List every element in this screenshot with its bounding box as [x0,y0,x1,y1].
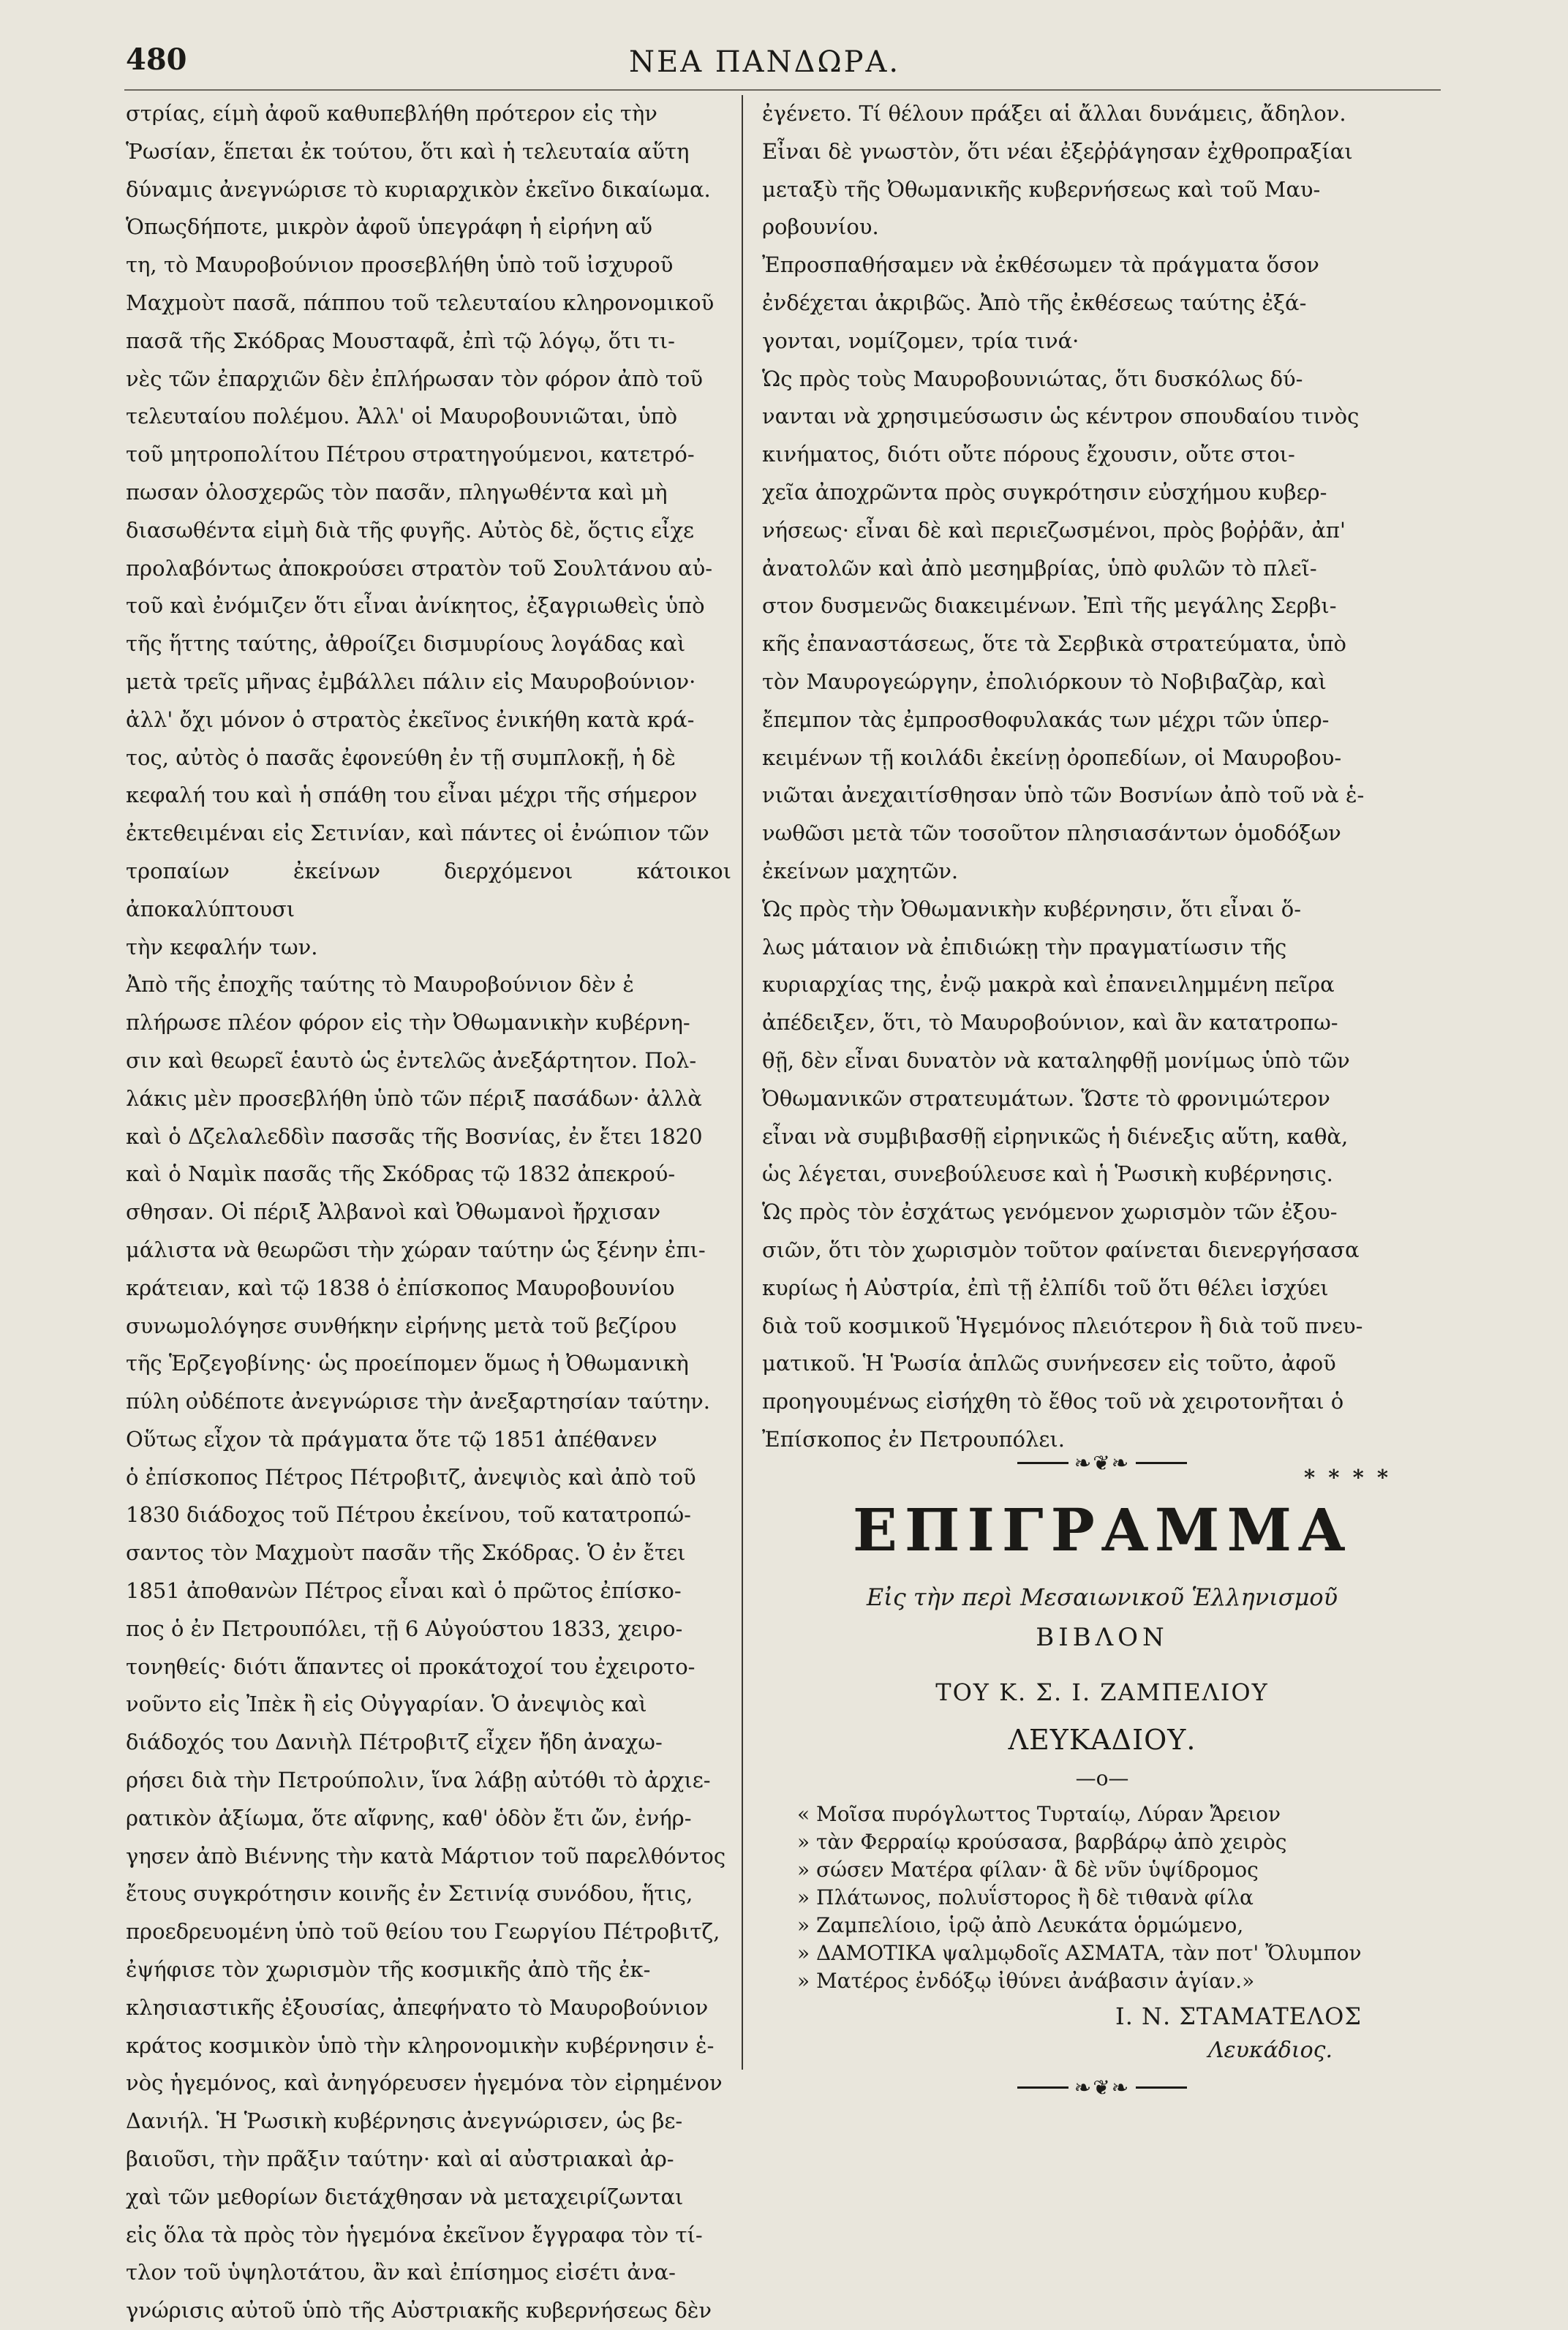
column-divider [742,95,743,2070]
fleuron-ornament: ❧❦❧ [1074,1450,1131,1475]
paragraph: Ὡς πρὸς τὸν ἐσχάτως γενόμενον χωρισμὸν τῶν ἐξου- σιῶν, ὅτι τὸν χωρισμὸν τοῦτον φαίνεται διενεργήσασα κυρίως ἡ Αὐστρία, ἐπὶ τῇ ἐλπίδι τοῦ ὅτι θέλει ἰσχύει διὰ τοῦ κοσμικοῦ Ἡγεμόνος πλειότερον ἢ διὰ τοῦ πνευ- ματικοῦ. Ἡ Ῥωσία ἁπλῶς συνήνεσεν εἰς τοῦτο, ἀφοῦ προηγουμένως εἰσήχθη τὸ ἔθος τοῦ νὰ χειροτονῆται ὁ Ἐπίσκοπος ἐν Πετρουπόλει. [762,1199,1363,1452]
section-stars: * * * * [1304,1464,1391,1490]
header-rule [124,89,1441,91]
epigram-title: ΕΠΙΓΡΑΜΜΑ [852,1496,1352,1564]
ornament-divider [762,2076,1442,2098]
paragraph: Ἐπροσπαθήσαμεν νὰ ἐκθέσωμεν τὰ πράγματα ὅσον ἐνδέχεται ἀκριβῶς. Ἀπὸ τῆς ἐκθέσεως ταύτης ἐξά- γονται, νομίζομεν, τρία τινά· [762,252,1319,353]
verse-line: » Πλάτωνος, πολυΐστορος ἢ δὲ τιθανὰ φίλα [797,1885,1254,1909]
verse-line: » Ζαμπελίοιο, ἱρῷ ἀπὸ Λευκάτα ὁρμώμενο, [797,1913,1244,1937]
ornament-line [1017,1462,1068,1464]
small-separator: —o— [1075,1766,1129,1790]
running-title: ΝΕΑ ΠΑΝΔΩΡΑ. [629,45,901,79]
ornament-line [1017,2086,1068,2089]
epigram-signature: Ι. Ν. ΣΤΑΜΑΤΕΛΟΣ [1115,2002,1362,2030]
paragraph: ἐγένετο. Τί θέλουν πράξει αἱ ἄλλαι δυνάμεις, ἄδηλον. Εἶναι δὲ γνωστὸν, ὅτι νέαι ἐξεῤῥάγησαν ἐχθροπραξίαι μεταξὺ τῆς Ὀθωμανικῆς κυβερνήσεως καὶ τοῦ Μαυ- ροβουνίου. [762,101,1353,240]
right-column [762,95,1442,1496]
epigram-subtitle: Εἰς τὴν περὶ Μεσαιωνικοῦ Ἑλληνισμοῦ [866,1583,1338,1611]
verse-line: » τὰν Φερραίῳ κρούσασα, βαρβάρῳ ἀπὸ χειρὸς [797,1830,1287,1854]
verse-line: « Μοῖσα πυρόγλωττος Τυρταίῳ, Λύραν Ἄρειον [797,1802,1281,1826]
page-header [0,42,1568,86]
epigram-verses [762,1801,1442,1995]
paragraph: Ὡς πρὸς τὴν Ὀθωμανικὴν κυβέρνησιν, ὅτι εἶναι ὅ- λως μάταιον νὰ ἐπιδιώκῃ τὴν πραγματίωσιν τῆς κυριαρχίας της, ἐνῷ μακρὰ καὶ ἐπανειλημμένη πεῖρα ἀπέδειξεν, ὅτι, τὸ Μαυροβούνιον, καὶ ἂν κατατροπω- θῇ, δὲν εἶναι δυνατὸν νὰ καταληφθῇ μονίμως ὑπὸ τῶν Ὀθωμανικῶν στρατευμάτων. Ὥστε τὸ φρονιμώτερον εἶναι νὰ συμβιβασθῇ εἰρηνικῶς ἡ διένεξις αὕτη, καθὰ, ὡς λέγεται, συνεβούλευσε καὶ ἡ Ῥωσικὴ κυβέρνησις. [762,896,1350,1187]
fleuron-ornament: ❧❦❧ [1074,2075,1131,2100]
paragraph: Ἀπὸ τῆς ἐποχῆς ταύτης τὸ Μαυροβούνιον δὲν ἐ πλήρωσε πλέον φόρον εἰς τὴν Ὀθωμανικὴν κυβέρνη- σιν καὶ θεωρεῖ ἑαυτὸ ὡς ἐντελῶς ἀνεξάρτητον. Πολ- λάκις μὲν προσεβλήθη ὑπὸ τῶν πέριξ πασάδων· ἀλλὰ καὶ ὁ Δζελαλεδδὶν πασσᾶς τῆς Βοσνίας, ἐν ἔτει 1820 καὶ ὁ Ναμὶκ πασᾶς τῆς Σκόδρας τῷ 1832 ἀπεκρού- σθησαν. Οἱ πέριξ Ἀλβανοὶ καὶ Ὀθωμανοὶ ἤρχισαν μάλιστα νὰ θεωρῶσι τὴν χώραν ταύτην ὡς ξένην ἐπι- κράτειαν, καὶ τῷ 1838 ὁ ἐπίσκοπος Μαυροβουνίου συνωμολόγησε συνθήκην εἰρήνης μετὰ τοῦ βεζίρου τῆς Ἑρζεγοβίνης· ὡς προείπομεν ὅμως ἡ Ὀθωμανικὴ πύλη οὐδέποτε ἀνεγνώρισε τὴν ἀνεξαρτησίαν ταύτην. [126,972,710,1414]
verse-line: » σώσεν Ματέρα φίλαν· ἃ δὲ νῦν ὑψίδρομος [797,1858,1259,1882]
ornament-divider [762,1452,1442,1474]
ornament-line [1136,2086,1187,2089]
paragraph: Ὁπωςδήποτε, μικρὸν ἀφοῦ ὑπεγράφη ἡ εἰρήνη αὕ τη, τὸ Μαυροβούνιον προσεβλήθη ὑπὸ τοῦ ἰσχυροῦ Μαχμοὺτ πασᾶ, πάππου τοῦ τελευταίου κληρονομικοῦ πασᾶ τῆς Σκόδρας Μουσταφᾶ, ἐπὶ τῷ λόγῳ, ὅτι τι- νὲς τῶν ἐπαρχιῶν δὲν ἐπλήρωσαν τὸν φόρον ἀπὸ τοῦ τελευταίου πολέμου. Ἀλλ' οἱ Μαυροβουνιῶται, ὑπὸ τοῦ μητροπολίτου Πέτρου στρατηγούμενοι, κατετρό- πωσαν ὁλοσχερῶς τὸν πασᾶν, πληγωθέντα καὶ μὴ διασωθέντα εἰμὴ διὰ τῆς φυγῆς. Αὐτὸς δὲ, ὅςτις εἶχε προλαβόντως ἀποκρούσει στρατὸν τοῦ Σουλτάνου αὐ- τοῦ καὶ ἐνόμιζεν ὅτι εἶναι ἀνίκητος, ἐξαγριωθεὶς ὑπὸ τῆς ἥττης ταύτης, ἀθροίζει δισμυρίους λογάδας καὶ μετὰ τρεῖς μῆνας ἐμβάλλει πάλιν εἰς Μαυροβούνιον· ἀλλ' ὄχι μόνον ὁ στρατὸς ἐκεῖνος ἐνικήθη κατὰ κρά- τος, αὐτὸς ὁ πασᾶς ἐφονεύθη ἐν τῇ συμπλοκῇ, ἡ δὲ κεφαλή του καὶ ἡ σπάθη του εἶναι μέχρι τῆς σήμερον ἐκτεθειμέναι εἰς Σετινίαν, καὶ πάντες οἱ ἐνώπιον τῶν τροπαίων ἐκείνων διερχόμενοι κάτοικοι ἀποκαλύπτουσι τὴν κεφαλήν των. [126,214,731,959]
paragraph: Ὡς πρὸς τοὺς Μαυροβουνιώτας, ὅτι δυσκόλως δύ- νανται νὰ χρησιμεύσωσιν ὡς κέντρον σπουδαίου τινὸς κινήματος, διότι οὔτε πόρους ἔχουσιν, οὔτε στοι- χεῖα ἀποχρῶντα πρὸς συγκρότησιν εὐσχήμου κυβερ- νήσεως· εἶναι δὲ καὶ περιεζωσμένοι, πρὸς βοῤῥᾶν, ἀπ' ἀνατολῶν καὶ ἀπὸ μεσημβρίας, ὑπὸ φυλῶν τὸ πλεῖ- στον δυσμενῶς διακειμένων. Ἐπὶ τῆς μεγάλης Σερβι- κῆς ἐπαναστάσεως, ὅτε τὰ Σερβικὰ στρατεύματα, ὑπὸ τὸν Μαυρογεώργην, ἐπολιόρκουν τὸ Νοβιβαζὰρ, καὶ ἔπεμπον τὰς ἐμπροσθοφυλακάς των μέχρι τῶν ὑπερ- κειμένων τῇ κοιλάδι ἐκείνῃ ὀροπεδίων, οἱ Μαυροβου- νιῶται ἀνεχαιτίσθησαν ὑπὸ τῶν Βοσνίων ἀπὸ τοῦ νὰ ἑ- νωθῶσι μετὰ τῶν τοσοῦτον πλησιασάντων ὁμοδόξων ἐκείνων μαχητῶν. [762,366,1365,883]
epigram-section [762,1452,1442,2098]
paragraph: στρίας, είμὴ ἀφοῦ καθυπεβλήθη πρότερον εἰς τὴν Ῥωσίαν, ἕπεται ἐκ τούτου, ὅτι καὶ ἡ τελευταία αὕτη δύναμις ἀνεγνώρισε τὸ κυριαρχικὸν ἐκεῖνο δικαίωμα. [126,101,711,202]
paragraph: Οὕτως εἶχον τὰ πράγματα ὅτε τῷ 1851 ἀπέθανεν ὁ ἐπίσκοπος Πέτρος Πέτροβιτζ, ἀνεψιὸς καὶ ἀπὸ τοῦ 1830 διάδοχος τοῦ Πέτρου ἐκείνου, τοῦ κατατροπώ- σαντος τὸν Μαχμοὺτ πασᾶν τῆς Σκόδρας. Ὁ ἐν ἔτει 1851 ἀποθανὼν Πέτρος εἶναι καὶ ὁ πρῶτος ἐπίσκο- πος ὁ ἐν Πετρουπόλει, τῇ 6 Αὐγούστου 1833, χειρο- τονηθείς· διότι ἅπαντες οἱ προκάτοχοί του ἐχειροτο- νοῦντο εἰς Ἰπὲκ ἢ εἰς Οὐγγαρίαν. Ὁ ἀνεψιὸς καὶ διάδοχός του Δανιὴλ Πέτροβιτζ εἶχεν ἤδη ἀναχω- ρήσει διὰ τὴν Πετρούπολιν, ἵνα λάβῃ αὐτόθι τὸ ἀρχιε- ρατικὸν ἀξίωμα, ὅτε αἴφνης, καθ' ὁδὸν ἔτι ὤν, ἐνήρ- γησεν ἀπὸ Βιέννης τὴν κατὰ Μάρτιον τοῦ παρελθόντος ἔτους συγκρότησιν κοινῆς ἐν Σετινίᾳ συνόδου, ἥτις, προεδρευομένη ὑπὸ τοῦ θείου του Γεωργίου Πέτροβιτζ, ἐψήφισε τὸν χωρισμὸν τῆς κοσμικῆς ἀπὸ τῆς ἐκ- κλησιαστικῆς ἐξουσίας, ἀπεφήνατο τὸ Μαυροβούνιον κράτος κοσμικὸν ὑπὸ τὴν κληρονομικὴν κυβέρνησιν ἑ- νὸς ἡγεμόνος, καὶ ἀνηγόρευσεν ἡγεμόνα τὸν εἰρημένον Δανιήλ. Ἡ Ῥωσικὴ κυβέρνησις ἀνεγνώρισεν, ὡς βε- βαιοῦσι, τὴν πρᾶξιν ταύτην· καὶ αἱ αὐστριακαὶ ἀρ- χαὶ τῶν μεθορίων διετάχθησαν νὰ μεταχειρίζωνται εἰς ὅλα τὰ πρὸς τὸν ἡγεμόνα ἐκεῖνον ἔγγραφα τὸν τί- τλον τοῦ ὑψηλοτάτου, ἂν καὶ ἐπίσημος εἰσέτι ἀνα- γνώρισις αὐτοῦ ὑπὸ τῆς Αὐστριακῆς κυβερνήσεως δὲν [126,1426,726,2323]
page-number: 480 [126,42,187,77]
epigram-book-author: ΤΟΥ Κ. Σ. Ι. ΖΑΜΠΕΛΙΟΥ [935,1678,1269,1706]
epigram-signature-place: Λευκάδιος. [1207,2037,1333,2063]
verse-line: » Ματέρος ἐνδόξῳ ἰθύνει ἀνάβασιν ἁγίαν.» [797,1969,1255,1993]
epigram-book-author-place: ΛΕΥΚΑΔΙΟΥ. [1008,1724,1196,1756]
epigram-book-word: ΒΙΒΛΟΝ [1036,1623,1169,1652]
ornament-line [1136,1462,1187,1464]
verse-line: » ΔΑΜΟΤΙΚΑ ψαλμῳδοῖς ΑΣΜΑΤΑ, τὰν ποτ' Ὄλυμπον [797,1941,1362,1965]
left-column [126,95,731,2330]
